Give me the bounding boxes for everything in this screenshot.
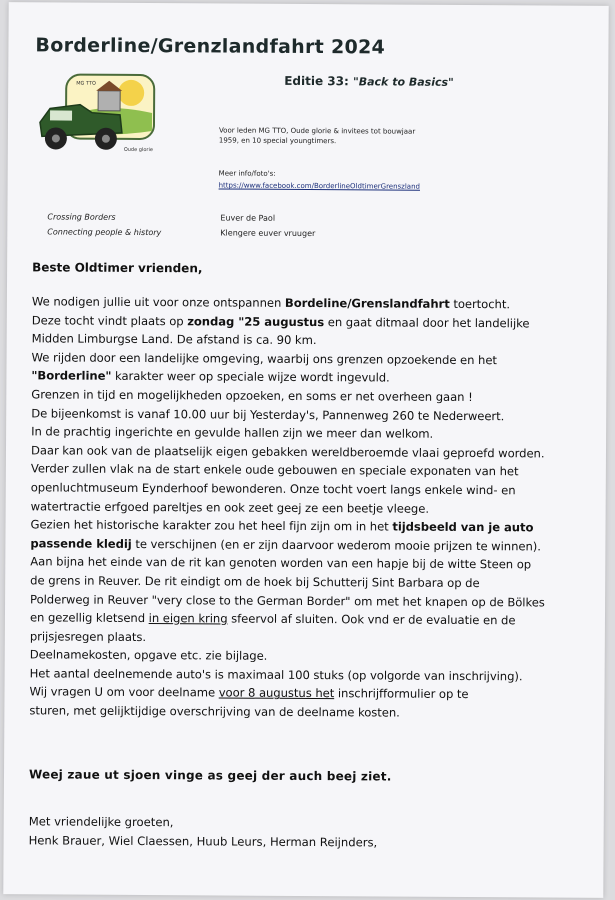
line-text: inschrijfformulier op te [334, 686, 469, 702]
club-logo [36, 70, 159, 159]
emphasis-text: Bordeline/Grenslandfahrt [284, 295, 450, 311]
emphasis-text: passende kledij [30, 536, 132, 551]
emphasis-text: zondag "25 augustus [187, 313, 325, 329]
logo-top-text: MG TTO [76, 80, 96, 87]
letter-line [29, 701, 599, 723]
emphasis-text: in eigen kring [148, 611, 228, 626]
line-text: openluchtmuseum Eynderhoof bewonderen. Onze tocht voert langs enkele wind- en [30, 480, 516, 498]
motto-right-line-1: Euver de Paol [220, 213, 276, 223]
line-text: en gezellig kletsend [29, 610, 149, 626]
line-text: Aan bijna het einde van de rit kan genoten worden van een hapje bij de witte Steen op [30, 554, 532, 572]
line-text: sfeervol af sluiten. Ook vnd er de evaluatie en de [227, 611, 516, 628]
line-text: watertractie erfgoed pareltjes en ook zeet geej ze een beetje vleege. [30, 498, 430, 516]
line-text: In de prachtig ingerichte en gevulde hallen zijn we meer dan welkom. [31, 424, 434, 441]
members-line-1: Voor leden MG TTO, Oude glorie & invitees tot bouwjaar [218, 126, 416, 136]
line-text: Het aantal deelnemende auto's is maximaal 100 stuks (op volgorde van inschrijving). [29, 666, 523, 684]
letter-page [3, 2, 608, 898]
edition-number: Editie 33: [284, 73, 349, 89]
line-text: te verschijnen (en er zijn daarvoor wederom mooie prijzen te winnen). [131, 536, 541, 554]
motto-right [220, 210, 315, 241]
facebook-link[interactable]: https://www.facebook.com/BorderlineOldtimerGrenszland [218, 181, 421, 191]
line-text: sturen, met gelijktijdige overschrijving van de deelname kosten. [29, 703, 400, 720]
line-text: Daar kan ook van de plaatselijk eigen gebakken wereldberoemde vlaai geproefd worden. [30, 443, 545, 461]
line-text: de grens in Reuver. De rit eindigt om de hoek bij Schutterij Sint Barbara op de [30, 573, 480, 590]
line-text: Grenzen in tijd en mogelijkheden opzoeken, en soms er net overheen gaan ! [31, 387, 473, 404]
line-text: Wij vragen U om voor deelname [29, 684, 219, 700]
line-text: Gezien het historische karakter zou het heel fijn zijn om in het [30, 517, 393, 534]
line-text: karakter weer op speciale wijze wordt ingevuld. [111, 369, 390, 385]
motto-right-line-2: Klengere euver vruuger [220, 228, 316, 239]
line-text: Polderweg in Reuver "very close to the German Border" om met het knapen op de Bölkes [30, 591, 545, 609]
motto-left-line-2: Connecting people & history [47, 227, 162, 238]
line-text: Midden Limburgse Land. De afstand is ca. 90 km. [31, 331, 317, 348]
members-note [219, 125, 519, 147]
edition-theme: "Back to Basics" [352, 75, 454, 89]
emphasis-text: "Borderline" [31, 368, 112, 384]
letter-body [29, 292, 602, 723]
letter-title: Borderline/Grenzlandfahrt 2024 [35, 34, 386, 59]
line-text: We rijden door een landelijke omgeving, waarbij ons grenzen opzoekende en het [31, 350, 498, 367]
line-text: prijsjesregen plaats. [29, 629, 147, 644]
closing-line: Weej zaue ut sjoen vinge as geej der auch beej ziet. [28, 767, 392, 784]
edition-line [284, 74, 454, 89]
line-text: Verder zullen vlak na de start enkele oude gebouwen en speciale exponaten van het [30, 461, 519, 479]
line-text: en gaat ditmaal door het landelijke [324, 314, 530, 330]
motto-left [47, 209, 161, 240]
motto-left-line-1: Crossing Borders [47, 212, 116, 222]
line-text: toertocht. [449, 296, 511, 312]
line-text: Deze tocht vindt plaats op [31, 312, 188, 328]
info-label: Meer info/foto's: [218, 169, 276, 178]
line-text: De bijeenkomst is vanaf 10.00 uur bij Yesterday's, Pannenweg 260 te Nederweert. [31, 405, 505, 423]
emphasis-text: voor 8 augustus het [218, 685, 335, 701]
logo-bottom-text: Oude glorie [123, 146, 153, 154]
line-text: We nodigen jullie uit voor onze ontspannen [31, 294, 286, 310]
regards-line: Met vriendelijke groeten, [28, 814, 174, 830]
emphasis-text: tijdsbeeld van je auto [392, 519, 534, 535]
members-line-2: 1959, en 10 special youngtimers. [218, 136, 337, 146]
regards-block [29, 812, 378, 852]
line-text: Deelnamekosten, opgave etc. zie bijlage. [29, 647, 268, 664]
greeting: Beste Oldtimer vrienden, [32, 260, 203, 276]
signatures-line: Henk Brauer, Wiel Claessen, Huub Leurs, Herman Reijnders, [28, 833, 378, 850]
